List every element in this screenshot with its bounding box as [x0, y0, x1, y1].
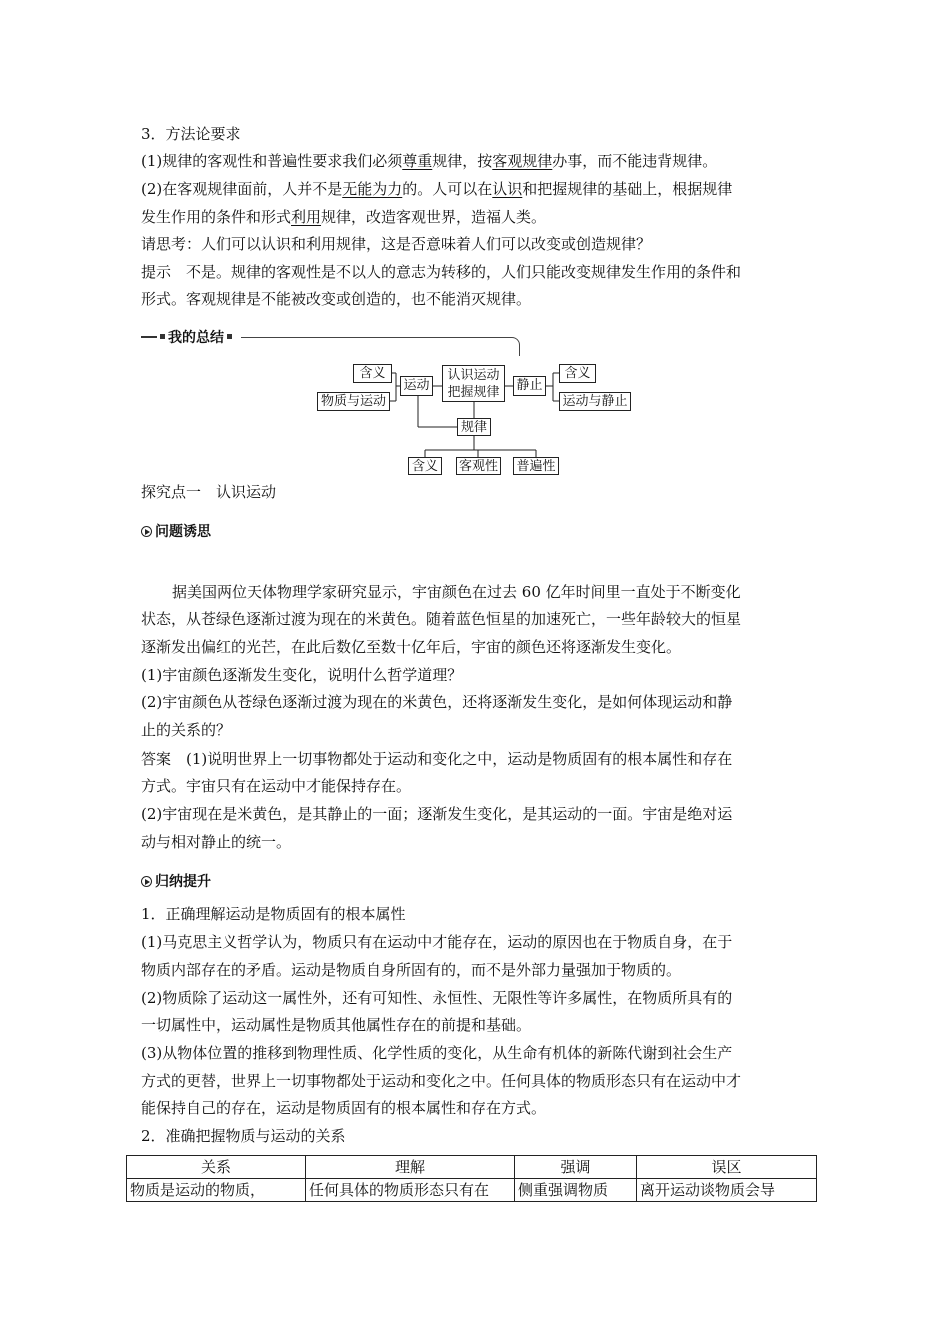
paragraph: 逐渐发出偏红的光芒，在此后数亿至数十亿年后，宇宙的颜色还将逐渐发生变化。: [141, 638, 682, 656]
paragraph: 状态，从苍绿色逐渐过渡为现在的米黄色。随着蓝色恒星的加速死亡，一些年龄较大的恒星: [141, 610, 742, 628]
node-center: [442, 365, 505, 402]
table-header-cell: 理解: [306, 1156, 515, 1179]
underlined-text: 尊重: [402, 152, 433, 170]
node-stillness: 静止: [513, 376, 546, 396]
node-meaning: 含义: [353, 364, 392, 383]
square-decoration: [227, 334, 232, 339]
paragraph: (2)物质除了运动这一属性外，还有可知性、永恒性、无限性等许多属性，在物质所具有的: [141, 989, 733, 1007]
node-motion: 运动: [400, 376, 433, 396]
node-motion-and-stillness: 运动与静止: [559, 392, 631, 411]
table-header-row: [127, 1156, 817, 1179]
node-meaning: 含义: [408, 457, 442, 475]
answer-line: 动与相对静止的统一。: [141, 833, 292, 851]
paragraph: 一切属性中，运动属性是物质其他属性存在的前提和基础。: [141, 1016, 532, 1034]
question-item: 止的关系的？: [141, 721, 232, 739]
paragraph: 方式的更替，世界上一切事物都处于运动和变化之中。任何具体的物质形态只有在运动中才: [141, 1072, 742, 1090]
hint-line: 提示 不是。规律的客观性是不以人的意志为转移的，人们只能改变规律发生作用的条件和: [141, 263, 742, 281]
table-cell: 任何具体的物质形态只有在: [306, 1179, 515, 1202]
text: 办事，而不能违背规律。: [552, 152, 718, 170]
text: 发生作用的条件和形式: [141, 208, 292, 226]
table-cell: 物质是运动的物质，: [127, 1179, 306, 1202]
node-objectivity: 客观性: [456, 457, 501, 475]
text: (2)在客观规律面前，人并不是: [141, 180, 343, 198]
center-line: 把握规律: [447, 385, 500, 400]
subheading: 1．正确理解运动是物质固有的根本属性: [141, 905, 406, 923]
table-row: [127, 1179, 817, 1202]
relation-table: [126, 1155, 817, 1202]
question-title-text: 问题诱思: [155, 524, 211, 540]
underlined-text: 利用: [291, 208, 322, 226]
paragraph: [141, 151, 717, 171]
center-line: 认识运动: [447, 368, 500, 383]
hint-line: 形式。客观规律是不能被改变或创造的，也不能消灭规律。: [141, 290, 532, 308]
paragraph: (3)从物体位置的推移到物理性质、化学性质的变化，从生命有机体的新陈代谢到社会生产: [141, 1044, 733, 1062]
text: (1)规律的客观性和普遍性要求我们必须: [141, 152, 403, 170]
answer-line: 答案 (1)说明世界上一切事物都处于运动和变化之中，运动是物质固有的根本属性和存在: [141, 750, 733, 768]
underlined-text: 客观规律: [492, 152, 553, 170]
node-meaning: 含义: [559, 364, 596, 383]
play-circle-icon: [141, 876, 152, 887]
table-header-cell: 误区: [637, 1156, 817, 1179]
answer-line: (2)宇宙现在是米黄色，是其静止的一面；逐渐发生变化，是其运动的一面。宇宙是绝对运: [141, 805, 733, 823]
question-item: (1)宇宙颜色逐渐发生变化，说明什么哲学道理？: [141, 666, 463, 684]
underlined-text: 无能为力: [342, 180, 403, 198]
table-cell: 侧重强调物质: [515, 1179, 637, 1202]
square-decoration: [160, 334, 165, 339]
subheading: 2．准确把握物质与运动的关系: [141, 1127, 346, 1145]
summary-header: [141, 327, 241, 347]
paragraph: (1)马克思主义哲学认为，物质只有在运动中才能存在，运动的原因也在于物质自身，在于: [141, 933, 733, 951]
section-heading: 3．方法论要求: [141, 125, 241, 143]
play-circle-icon: [141, 526, 152, 537]
table-header-cell: 关系: [127, 1156, 306, 1179]
induction-title-text: 归纳提升: [155, 874, 211, 890]
paragraph: 据美国两位天体物理学家研究显示，宇宙颜色在过去 60 亿年时间里一直处于不断变化: [172, 583, 741, 601]
node-law: 规律: [457, 418, 491, 436]
table-cell: 离开运动谈物质会导: [637, 1179, 817, 1202]
think-question: 请思考：人们可以认识和利用规律，这是否意味着人们可以改变或创造规律？: [141, 235, 652, 253]
question-section-title: [141, 522, 211, 542]
node-matter-and-motion: 物质与运动: [317, 392, 390, 411]
underlined-text: 认识: [492, 180, 523, 198]
summary-title: 我的总结: [168, 330, 224, 346]
paragraph: 物质内部存在的矛盾。运动是物质自身所固有的，而不是外部力量强加于物质的。: [141, 961, 682, 979]
paragraph: [141, 207, 546, 227]
concept-diagram: [300, 355, 650, 485]
question-item: (2)宇宙颜色从苍绿色逐渐过渡为现在的米黄色，还将逐渐发生变化，是如何体现运动和静: [141, 693, 733, 711]
table-header-cell: 强调: [515, 1156, 637, 1179]
text: 的。人可以在: [402, 180, 493, 198]
dash-decoration: [141, 336, 157, 338]
node-universality: 普遍性: [513, 457, 559, 475]
explore-heading: 探究点一 认识运动: [141, 483, 277, 501]
text: 规律，改造客观世界，造福人类。: [321, 208, 547, 226]
text: 和把握规律的基础上，根据规律: [522, 180, 733, 198]
paragraph: 能保持自己的存在，运动是物质固有的根本属性和存在方式。: [141, 1099, 547, 1117]
text: 规律，按: [432, 152, 493, 170]
answer-line: 方式。宇宙只有在运动中才能保持存在。: [141, 777, 412, 795]
paragraph: [141, 179, 732, 199]
induction-section-title: [141, 872, 211, 892]
